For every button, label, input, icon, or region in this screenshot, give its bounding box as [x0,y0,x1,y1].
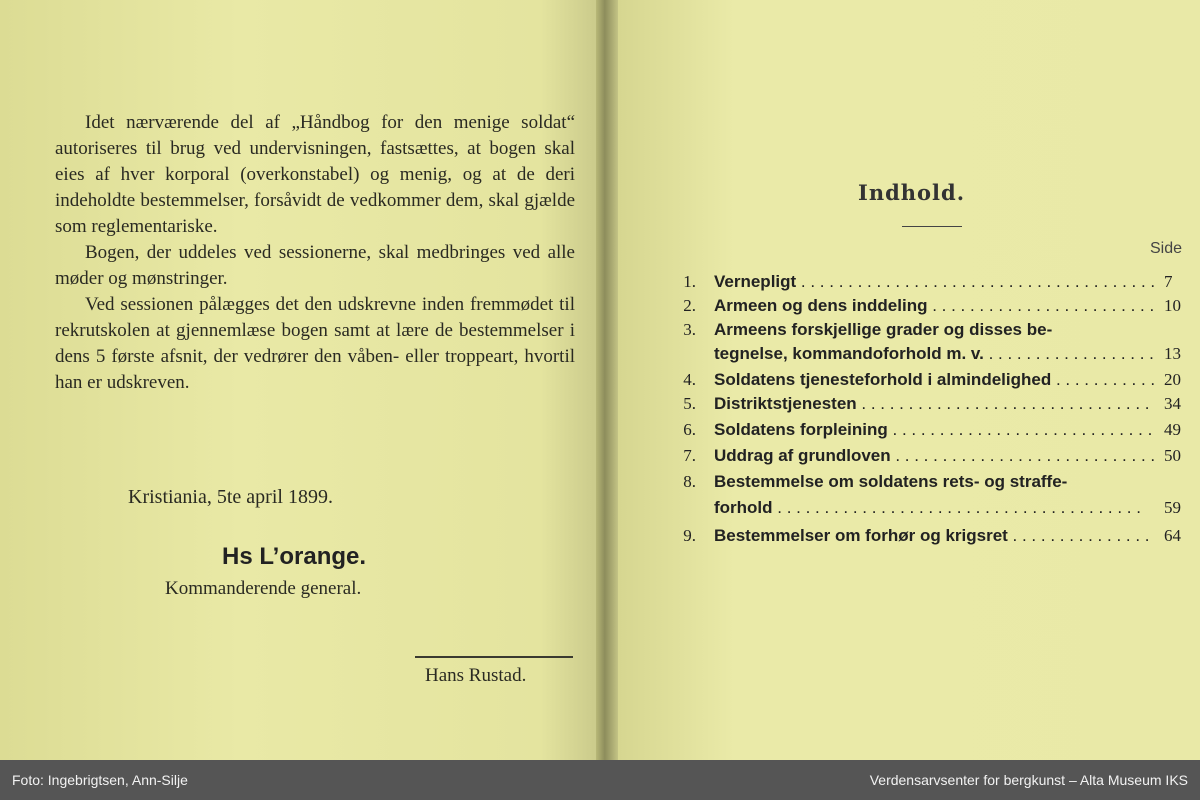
toc-entry-text: Uddrag af grundloven . . . [714,446,1154,466]
toc-page-number: 64 [1164,526,1181,545]
toc-entry-text: Bestemmelser om forhør og krigsret . . . [714,526,1154,546]
toc-title: Indhold. [858,180,966,205]
toc-page-number: 49 [1164,420,1181,439]
toc-number: 9. [683,526,696,545]
authorization-text [55,110,575,396]
toc-row [672,472,1200,496]
toc-row [672,526,1200,550]
paragraph: Bogen, der uddeles ved sessionerne, skal medbringes ved alle møder og mønstringer. [55,242,575,289]
paragraph: Idet nærværende del af „Håndbog for den menige soldat“ autoriseres til brug ved undervisningen, fastsættes, at bogen skal eies af hver korporal (overkonstabel) og menig, og at de deri indeholdte bestemmelser, forsåvidt de vedkommer dem, skal gjælde som reglementariske. [55,112,575,237]
toc-entry-text: Bestemmelse om soldatens rets- og straffe- [714,472,1068,491]
book-gutter [596,0,618,760]
signer-name: Hs L’orange. [222,543,367,570]
toc-number: 2. [683,296,696,315]
toc-entry-text: forhold . . . [714,498,1154,518]
toc-row [672,320,1200,344]
toc-row [672,420,1200,444]
toc-page-number: 13 [1164,344,1181,363]
toc-number: 5. [683,394,696,413]
toc-entry-text: tegnelse, kommandoforhold m. v. . . . [714,344,1154,364]
toc-page-number: 20 [1164,370,1181,389]
toc-row [672,394,1200,418]
toc-entry-text: Soldatens forpleining . . . [714,420,1154,440]
toc-row [672,344,1200,368]
toc-page-number: 50 [1164,446,1181,465]
toc-row [672,498,1200,522]
toc-row [672,370,1200,394]
countersign-name: Hans Rustad. [425,665,527,686]
toc-number: 1. [683,272,696,291]
toc-page-number: 7 [1164,272,1173,291]
toc-number: 8. [683,472,696,491]
toc-entry-text: Armeens forskjellige grader og disses be- [714,320,1053,339]
toc-number: 3. [683,320,696,339]
signer-title: Kommanderende general. [165,578,362,599]
toc-entry-text: Distriktstjenesten . . . [714,394,1154,414]
toc-title-rule [902,226,962,227]
toc-page-number: 10 [1164,296,1181,315]
toc-page-number: 59 [1164,498,1181,517]
paragraph: Ved sessionen pålægges det den udskrevne inden fremmødet til rekrutskolen at gjennemlæse bogen samt at lære de bestemmelser i dens 5 første afsnit, der vedrører den våben- eller troppeart, hvortil han er udskreven. [55,294,575,393]
place-date: Kristiania, 5te april 1899. [128,486,333,508]
institution-credit: Verdensarvsenter for bergkunst – Alta Museum IKS [869,772,1188,788]
toc-number: 4. [683,370,696,389]
toc-row [672,446,1200,470]
toc-side-label: Side [1150,240,1183,257]
toc-entry-text: Vernepligt . . . [714,272,1154,292]
toc-entry-text: Armeen og dens inddeling . . . [714,296,1154,316]
toc-number: 7. [683,446,696,465]
toc-row [672,272,1200,296]
signature-rule [415,656,573,658]
photo-caption-bar [0,760,1200,800]
photo-credit: Foto: Ingebrigtsen, Ann-Silje [12,772,188,788]
toc-page-number: 34 [1164,394,1181,413]
toc-entry-text: Soldatens tjenesteforhold i almindelighed . . . [714,370,1154,390]
toc-number: 6. [683,420,696,439]
toc-row [672,296,1200,320]
left-page [0,0,600,760]
